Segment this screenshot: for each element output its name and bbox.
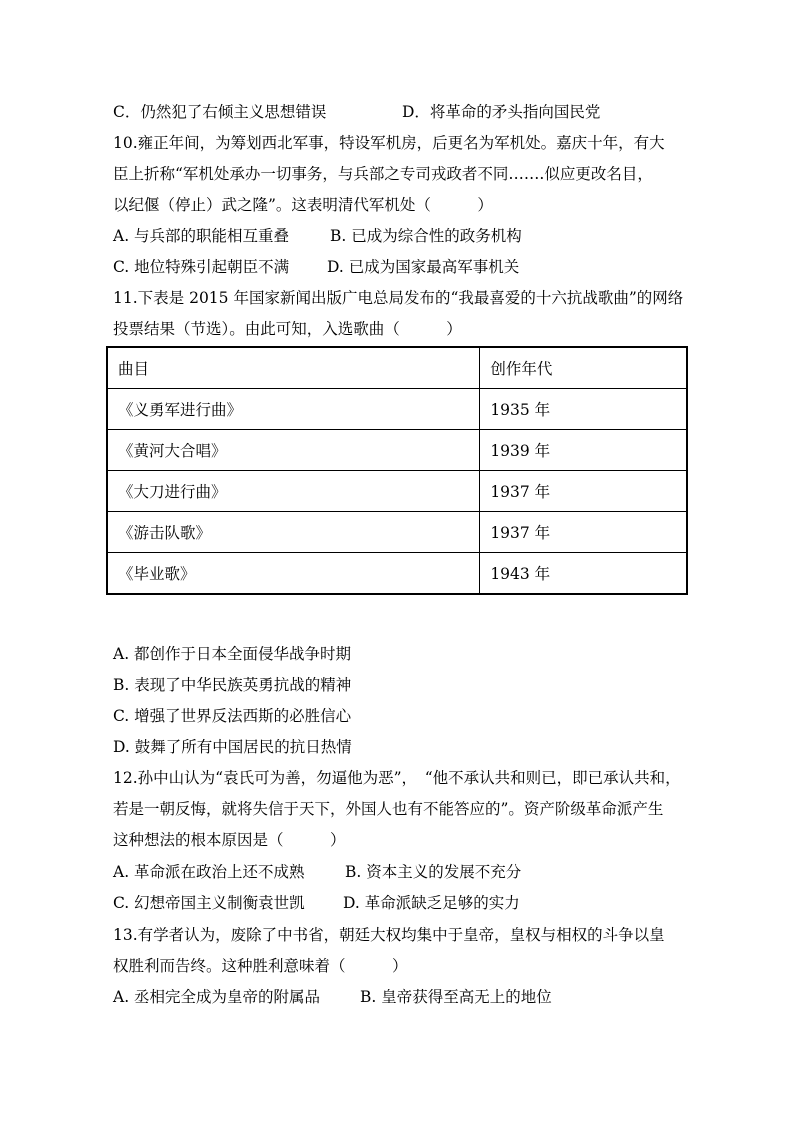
q10-option-b: B. 已成为综合性的政务机构 (330, 227, 522, 245)
q13-option-a: A. 丞相完全成为皇帝的附属品 (113, 988, 321, 1006)
q9-option-c: C．仍然犯了右倾主义思想错误 (113, 103, 327, 121)
q10-stem-line2: 臣上折称“军机处承办一切事务，与兵部之专司戎政者不同…….似应更改名目， (113, 165, 653, 183)
q9-option-d: D．将革命的矛头指向国民党 (402, 103, 601, 121)
q11-stem-line2: 投票结果（节选）。由此可知，入选歌曲（ ） (113, 320, 462, 338)
q12-option-b: B. 资本主义的发展不充分 (345, 863, 522, 881)
table-cell-song: 《大刀进行曲》 (107, 471, 480, 512)
q11-stem-line1: 11.下表是 2015 年国家新闻出版广电总局发布的“我最喜爱的十六抗战歌曲”的网络 (113, 289, 684, 307)
q13-stem-line1: 13.有学者认为，废除了中书省，朝廷大权均集中于皇帝，皇权与相权的斗争以皇 (113, 926, 665, 944)
songs-table (106, 346, 688, 595)
table-header-cell: 曲目 (107, 347, 480, 389)
table-row (107, 512, 687, 553)
q12-option-a: A. 革命派在政治上还不成熟 (113, 863, 305, 881)
table-row (107, 471, 687, 512)
q10-option-d: D. 已成为国家最高军事机关 (327, 258, 520, 276)
q12-option-d: D. 革命派缺乏足够的实力 (343, 894, 520, 912)
table-row (107, 389, 687, 430)
table-cell-year: 1943 年 (480, 553, 687, 595)
q10-stem-line3: 以纪偃（停止）武之隆”。这表明清代军机处（ ） (113, 196, 493, 214)
table-cell-song: 《义勇军进行曲》 (107, 389, 480, 430)
table-cell-year: 1939 年 (480, 430, 687, 471)
q10-stem-line1: 10.雍正年间，为筹划西北军事，特设军机房，后更名为军机处。嘉庆十年，有大 (113, 134, 665, 152)
q12-stem-line2: 若是一朝反悔，就将失信于天下，外国人也有不能答应的”。资产阶级革命派产生 (113, 800, 664, 818)
q13-option-b: B. 皇帝获得至高无上的地位 (360, 988, 552, 1006)
table-cell-year: 1937 年 (480, 512, 687, 553)
table-cell-year: 1935 年 (480, 389, 687, 430)
q11-option-a: A. 都创作于日本全面侵华战争时期 (113, 645, 352, 663)
table-row (107, 553, 687, 595)
table-cell-year: 1937 年 (480, 471, 687, 512)
q13-stem-line2: 权胜利而告终。这种胜利意味着（ ） (113, 957, 408, 975)
q10-option-a: A. 与兵部的职能相互重叠 (113, 227, 290, 245)
table-cell-song: 《游击队歌》 (107, 512, 480, 553)
q12-stem-line3: 这种想法的根本原因是（ ） (113, 831, 346, 849)
table-row (107, 430, 687, 471)
q11-option-b: B. 表现了中华民族英勇抗战的精神 (113, 676, 352, 694)
q11-option-c: C. 增强了世界反法西斯的必胜信心 (113, 707, 352, 725)
table-header-cell: 创作年代 (480, 347, 687, 389)
q11-option-d: D. 鼓舞了所有中国居民的抗日热情 (113, 738, 352, 756)
table-cell-song: 《毕业歌》 (107, 553, 480, 595)
q12-stem-line1: 12.孙中山认为“袁氏可为善，勿逼他为恶”， “他不承认共和则已，即已承认共和， (113, 769, 681, 787)
q10-option-c: C. 地位特殊引起朝臣不满 (113, 258, 290, 276)
table-header-row (107, 347, 687, 389)
q12-option-c: C. 幻想帝国主义制衡袁世凯 (113, 894, 305, 912)
table-cell-song: 《黄河大合唱》 (107, 430, 480, 471)
